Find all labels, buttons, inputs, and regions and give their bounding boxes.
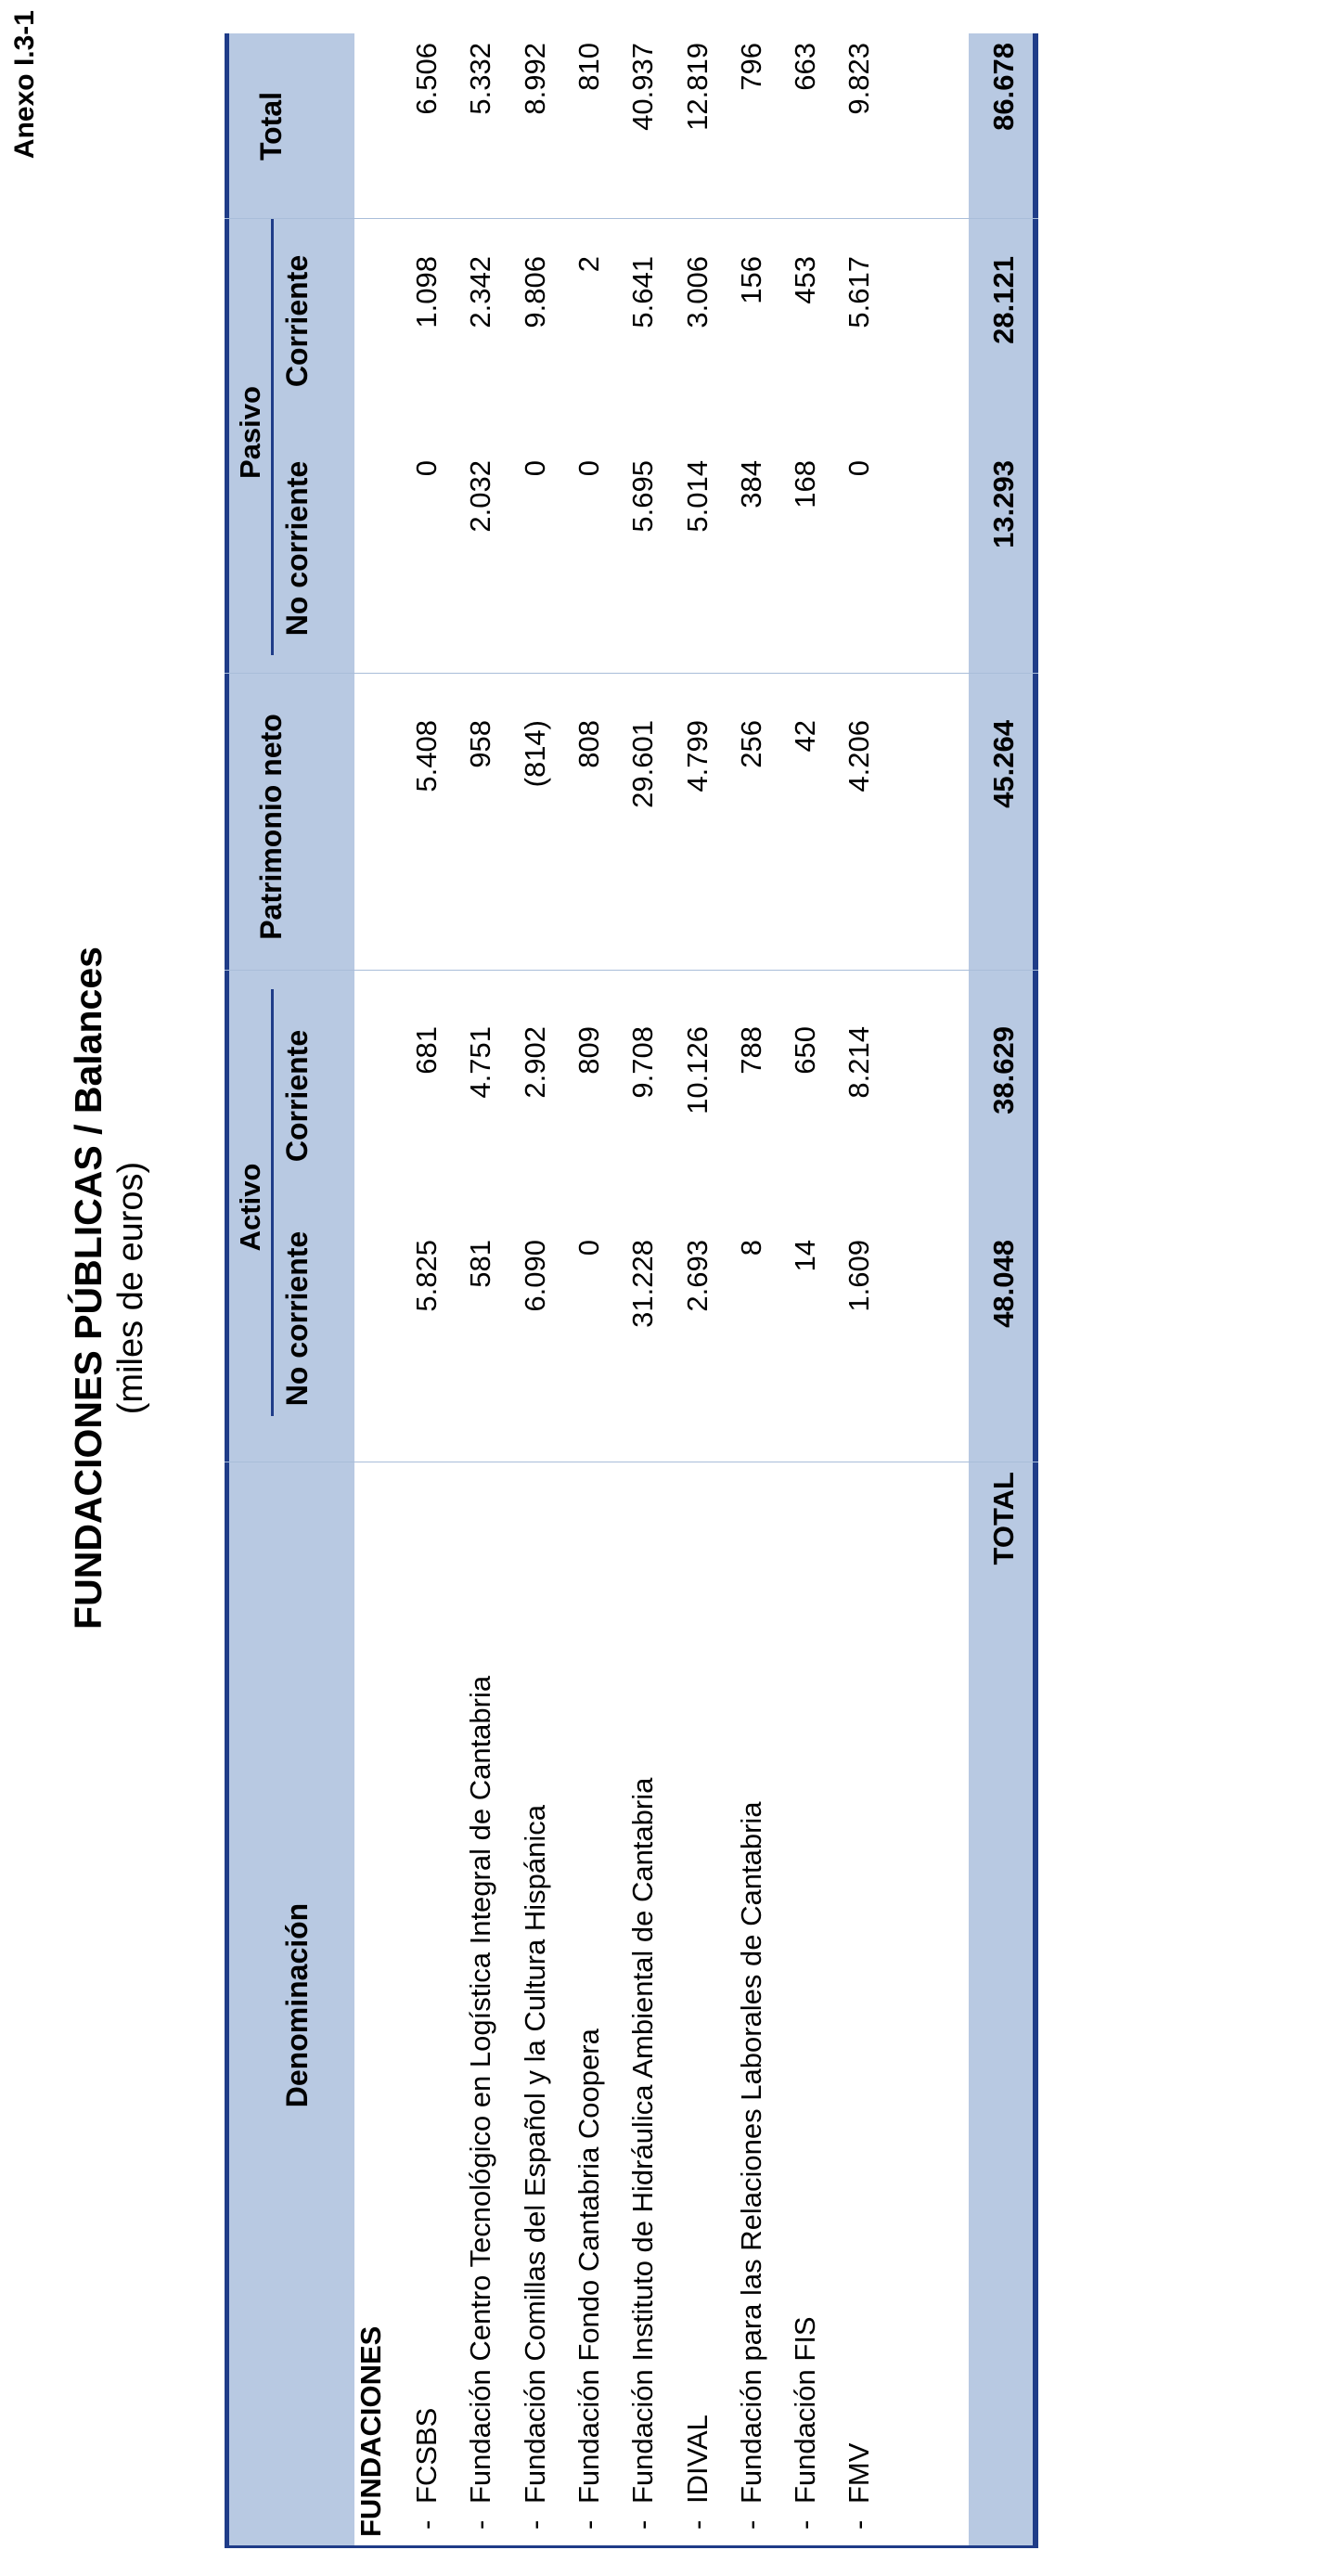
cell-pasivo-corriente: 2 bbox=[572, 256, 605, 273]
row-bullet: - bbox=[680, 2519, 714, 2530]
header-activo-corriente: Corriente bbox=[280, 1029, 314, 1163]
cell-patrimonio-neto: 4.799 bbox=[680, 720, 714, 792]
total-pasivo-corriente: 28.121 bbox=[987, 256, 1020, 344]
cell-pasivo-corriente: 9.806 bbox=[518, 256, 551, 328]
table-row bbox=[455, 33, 507, 2548]
total-patrimonio-neto: 45.264 bbox=[987, 720, 1020, 808]
cell-pasivo-corriente: 5.641 bbox=[626, 256, 660, 328]
total-activo-corriente: 38.629 bbox=[987, 1026, 1020, 1114]
row-bullet: - bbox=[518, 2519, 551, 2530]
header-total: Total bbox=[254, 91, 288, 161]
cell-total: 796 bbox=[734, 43, 767, 91]
cell-activo-no-corriente: 8 bbox=[734, 1240, 767, 1256]
cell-patrimonio-neto: 256 bbox=[734, 720, 767, 768]
cell-total: 9.823 bbox=[843, 43, 876, 115]
cell-patrimonio-neto: (814) bbox=[518, 720, 551, 788]
cell-total: 12.819 bbox=[680, 43, 714, 131]
header-activo-no-corriente: No corriente bbox=[280, 1230, 314, 1407]
cell-patrimonio-neto: 4.206 bbox=[843, 720, 876, 792]
cell-pasivo-corriente: 3.006 bbox=[680, 256, 714, 328]
cell-patrimonio-neto: 29.601 bbox=[626, 720, 660, 808]
page-title: FUNDACIONES PÚBLICAS / Balances bbox=[67, 947, 109, 1629]
cell-pasivo-no-corriente: 384 bbox=[734, 460, 767, 509]
cell-patrimonio-neto: 5.408 bbox=[410, 720, 443, 792]
row-bullet: - bbox=[626, 2519, 660, 2530]
cell-activo-corriente: 2.902 bbox=[518, 1026, 551, 1099]
cell-denominacion: Fundación Comillas del Español y la Cultura Hispánica bbox=[518, 1805, 551, 2504]
cell-pasivo-no-corriente: 5.695 bbox=[626, 460, 660, 533]
cell-total: 810 bbox=[572, 43, 605, 91]
row-bullet: - bbox=[789, 2519, 822, 2530]
annex-label: Anexo I.3-1 bbox=[9, 10, 40, 160]
cell-pasivo-no-corriente: 0 bbox=[410, 460, 443, 477]
cell-activo-corriente: 4.751 bbox=[464, 1026, 497, 1099]
cell-pasivo-no-corriente: 5.014 bbox=[680, 460, 714, 533]
cell-activo-no-corriente: 5.825 bbox=[410, 1240, 443, 1312]
table-row bbox=[509, 33, 561, 2548]
table-row bbox=[401, 33, 453, 2548]
header-activo-rule bbox=[271, 989, 274, 1416]
cell-activo-no-corriente: 1.609 bbox=[843, 1240, 876, 1312]
cell-activo-corriente: 681 bbox=[410, 1026, 443, 1075]
header-pasivo-corriente: Corriente bbox=[280, 254, 314, 388]
cell-denominacion: Fundación Fondo Cantabria Coopera bbox=[572, 2029, 605, 2504]
cell-activo-no-corriente: 6.090 bbox=[518, 1240, 551, 1312]
cell-patrimonio-neto: 808 bbox=[572, 720, 605, 768]
header-patrimonio-neto: Patrimonio neto bbox=[254, 714, 288, 940]
cell-denominacion: Fundación Centro Tecnológico en Logística Integral de Cantabria bbox=[464, 1675, 497, 2504]
cell-denominacion: Fundación Instituto de Hidráulica Ambiental de Cantabria bbox=[626, 1777, 660, 2504]
row-bullet: - bbox=[843, 2519, 876, 2530]
cell-activo-no-corriente: 581 bbox=[464, 1240, 497, 1288]
cell-denominacion: FMV bbox=[843, 2442, 876, 2504]
cell-patrimonio-neto: 958 bbox=[464, 720, 497, 768]
header-pasivo-rule bbox=[271, 219, 274, 655]
total-total: 86.678 bbox=[987, 43, 1020, 131]
header-pasivo: Pasivo bbox=[234, 386, 266, 479]
table-row bbox=[672, 33, 724, 2548]
section-label: FUNDACIONES bbox=[354, 2325, 387, 2537]
cell-total: 40.937 bbox=[626, 43, 660, 131]
header-denominacion: Denominación bbox=[280, 1902, 314, 2108]
cell-denominacion: Fundación para las Relaciones Laborales de Cantabria bbox=[734, 1801, 767, 2504]
cell-activo-corriente: 9.708 bbox=[626, 1026, 660, 1099]
row-bullet: - bbox=[734, 2519, 767, 2530]
table-row bbox=[563, 33, 615, 2548]
cell-total: 8.992 bbox=[518, 43, 551, 115]
cell-pasivo-corriente: 1.098 bbox=[410, 256, 443, 328]
cell-pasivo-corriente: 156 bbox=[734, 256, 767, 304]
cell-denominacion: IDIVAL bbox=[680, 2415, 714, 2504]
cell-total: 5.332 bbox=[464, 43, 497, 115]
total-activo-no-corriente: 48.048 bbox=[987, 1240, 1020, 1328]
total-row bbox=[978, 33, 1030, 2548]
cell-activo-no-corriente: 31.228 bbox=[626, 1240, 660, 1328]
total-label: TOTAL bbox=[987, 1472, 1020, 1565]
row-bullet: - bbox=[410, 2519, 443, 2530]
cell-activo-corriente: 788 bbox=[734, 1026, 767, 1075]
cell-denominacion: FCSBS bbox=[410, 2407, 443, 2504]
cell-activo-no-corriente: 0 bbox=[572, 1240, 605, 1256]
row-bullet: - bbox=[464, 2519, 497, 2530]
cell-activo-corriente: 650 bbox=[789, 1026, 822, 1075]
cell-total: 6.506 bbox=[410, 43, 443, 115]
total-pasivo-no-corriente: 13.293 bbox=[987, 460, 1020, 548]
cell-patrimonio-neto: 42 bbox=[789, 720, 822, 753]
cell-pasivo-no-corriente: 0 bbox=[518, 460, 551, 477]
cell-pasivo-no-corriente: 0 bbox=[572, 460, 605, 477]
header-pasivo-no-corriente: No corriente bbox=[280, 460, 314, 637]
cell-pasivo-no-corriente: 2.032 bbox=[464, 460, 497, 533]
cell-pasivo-corriente: 2.342 bbox=[464, 256, 497, 328]
cell-pasivo-no-corriente: 0 bbox=[843, 460, 876, 477]
row-bullet: - bbox=[572, 2519, 605, 2530]
table-row bbox=[779, 33, 831, 2548]
cell-activo-corriente: 8.214 bbox=[843, 1026, 876, 1099]
balances-table bbox=[225, 33, 1301, 2548]
cell-pasivo-no-corriente: 168 bbox=[789, 460, 822, 509]
cell-activo-no-corriente: 14 bbox=[789, 1240, 822, 1272]
cell-activo-no-corriente: 2.693 bbox=[680, 1240, 714, 1312]
page-subtitle: (miles de euros) bbox=[111, 1161, 150, 1415]
table-row bbox=[617, 33, 669, 2548]
table-row bbox=[833, 33, 885, 2548]
cell-activo-corriente: 10.126 bbox=[680, 1026, 714, 1114]
table-row bbox=[726, 33, 778, 2548]
cell-denominacion: Fundación FIS bbox=[789, 2316, 822, 2504]
cell-pasivo-corriente: 5.617 bbox=[843, 256, 876, 328]
cell-pasivo-corriente: 453 bbox=[789, 256, 822, 304]
cell-total: 663 bbox=[789, 43, 822, 91]
header-activo: Activo bbox=[234, 1163, 266, 1252]
cell-activo-corriente: 809 bbox=[572, 1026, 605, 1075]
